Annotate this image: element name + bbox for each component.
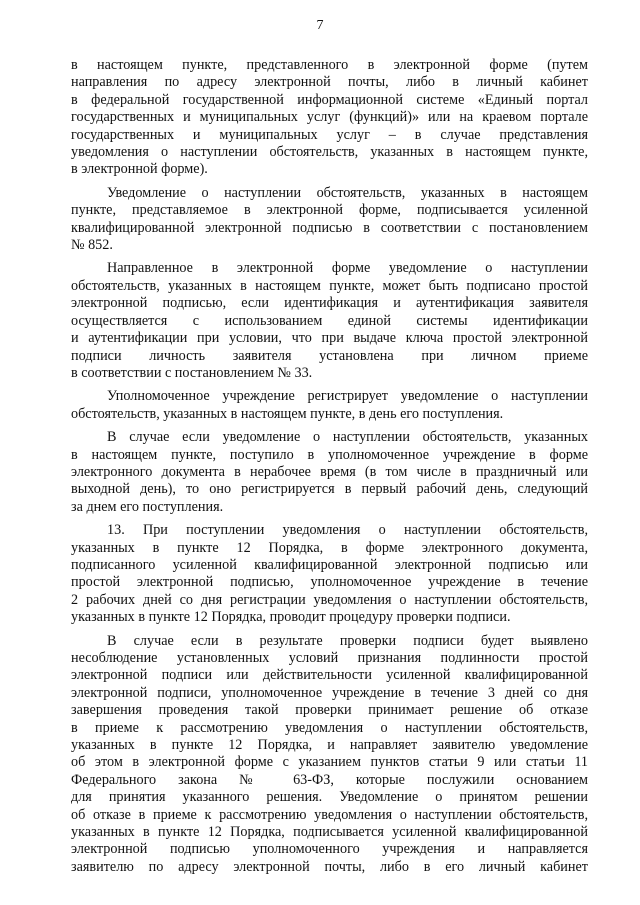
text-line: выходной день), то оно регистрируется в первый рабочий день, следующий: [71, 481, 588, 498]
text-line: и аутентификации при условии, что при выдаче ключа простой электронной: [71, 330, 588, 347]
text-line: подписанного усиленной квалифицированной электронной подписью или: [71, 556, 588, 573]
text-line: указанных в пункте 12 Порядка, проводит процедуру проверки подписи.: [71, 609, 511, 626]
text-line: за днем его поступления.: [71, 498, 224, 515]
text-line: Федерального закона № 63-ФЗ, которые послужили основанием: [71, 771, 588, 788]
text-line: подписи личность заявителя установлена при личном приеме: [71, 347, 588, 364]
paragraph: [71, 633, 588, 877]
text-line: завершения проведения такой проверки принимает решение об отказе: [71, 702, 588, 719]
text-line: электронной подписи или действительности усиленной квалифицированной: [71, 667, 588, 684]
text-line: В случае если уведомление о наступлении обстоятельств, указанных: [107, 429, 588, 446]
text-line: Направленное в электронной форме уведомление о наступлении: [107, 260, 588, 277]
text-line: 2 рабочих дней со дня регистрации уведомления о наступлении обстоятельств,: [71, 591, 588, 608]
text-line: для принятия указанного решения. Уведомление о принятом решении: [71, 789, 588, 806]
text-line: указанных в пункте 12 Порядка, и направляет заявителю уведомление: [71, 737, 588, 754]
text-line: Уполномоченное учреждение регистрирует уведомление о наступлении: [107, 388, 588, 405]
text-line: государственных и муниципальных услуг (функций)» или на краевом портале: [71, 109, 588, 126]
text-line: в настоящем пункте, поступило в уполномоченное учреждение в форме: [71, 446, 588, 463]
text-line: № 852.: [71, 237, 113, 254]
text-line: Уведомление о наступлении обстоятельств, указанных в настоящем: [107, 184, 588, 201]
text-line: обстоятельств, указанных в настоящем пункте, в день его поступления.: [71, 405, 504, 422]
paragraph: [71, 429, 588, 516]
text-line: в соответствии с постановлением № 33.: [71, 364, 313, 381]
text-line: направления по адресу электронной почты, либо в личный кабинет: [71, 74, 588, 91]
page-number: 7: [316, 18, 324, 33]
paragraph: [71, 57, 588, 179]
text-line: об отказе в приеме к рассмотрению уведомления о наступлении обстоятельств,: [71, 806, 588, 823]
text-line: В случае если в результате проверки подписи будет выявлено: [107, 632, 588, 649]
text-line: заявителю по адресу электронной почты, либо в его личный кабинет: [71, 858, 588, 875]
text-line: обстоятельств, указанных в настоящем пункте, может быть подписано простой: [71, 277, 588, 294]
text-line: в настоящем пункте, представленного в электронной форме (путем: [71, 57, 588, 73]
text-line: несоблюдение установленных условий признания подлинности простой: [71, 650, 588, 666]
text-line: государственных и муниципальных услуг – в случае представления: [71, 126, 588, 143]
text-line: электронной подписью уполномоченного учреждения и направляется: [71, 841, 588, 858]
text-line: в электронной форме).: [71, 161, 208, 178]
text-line: простой электронной подписью, уполномоченное учреждение в течение: [71, 574, 588, 591]
text-line: квалифицированной электронной подписью в соответствии с постановлением: [71, 219, 588, 236]
paragraph: [71, 260, 588, 382]
text-line: электронной подписи, уполномоченное учреждение в течение 3 дней со дня: [71, 684, 588, 701]
text-line: в приеме к рассмотрению уведомления о наступлении обстоятельств,: [71, 719, 588, 736]
text-line: электронного документа в нерабочее время (в том числе в праздничный или: [71, 463, 588, 480]
paragraph: [71, 522, 588, 626]
paragraph: [71, 185, 588, 255]
text-line: указанных в пункте 12 Порядка, подписывается усиленной квалифицированной: [71, 824, 588, 841]
text-line: электронной подписью, если идентификация и аутентификация заявителя: [71, 295, 588, 312]
text-line: 13. При поступлении уведомления о наступлении обстоятельств,: [107, 522, 588, 539]
paragraph: [71, 388, 588, 423]
text-line: в федеральной государственной информационной системе «Единый портал: [71, 91, 588, 108]
text-line: указанных в пункте 12 Порядка, в форме электронного документа,: [71, 539, 588, 556]
document-body: [71, 57, 588, 876]
text-line: осуществляется с использованием единой системы идентификации: [71, 312, 588, 329]
text-line: уведомления о наступлении обстоятельств, указанных в настоящем пункте,: [71, 144, 588, 161]
text-line: пункте, представляемое в электронной форме, подписывается усиленной: [71, 202, 588, 219]
text-line: об этом в электронной форме с указанием пунктов статьи 9 или статьи 11: [71, 754, 588, 771]
